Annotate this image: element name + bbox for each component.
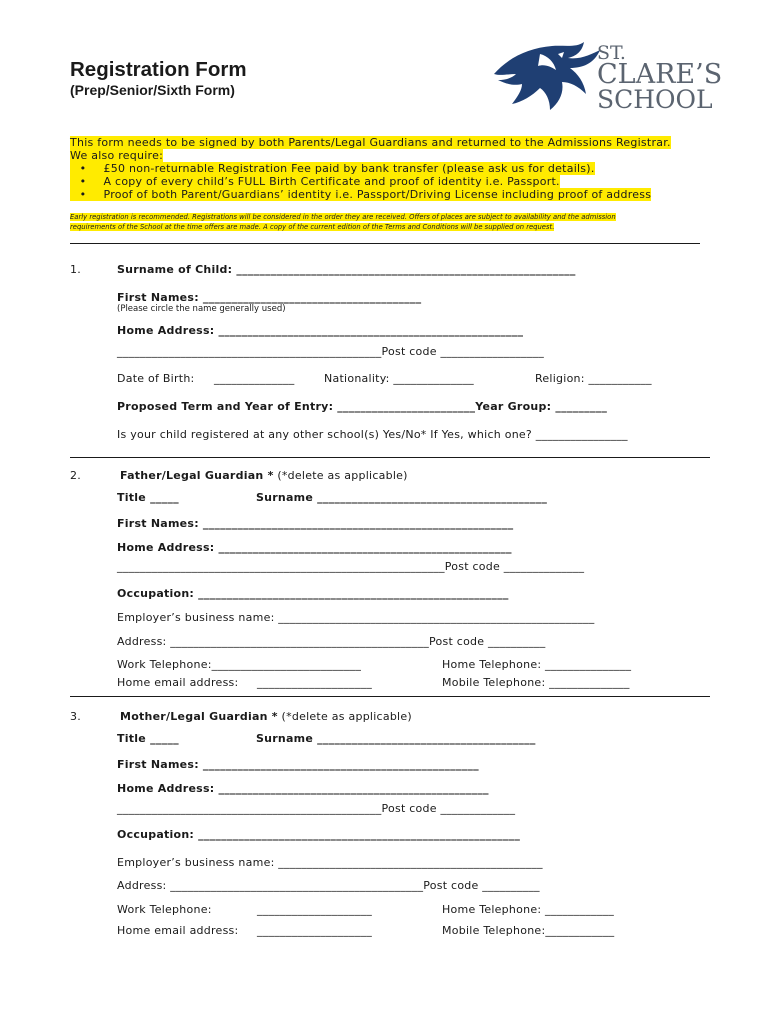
- father-employer-field[interactable]: Employer’s business name: _______________________________________________________: [117, 611, 595, 624]
- father-address-postcode-field[interactable]: _________________________________________________________Post code ______________: [117, 560, 585, 573]
- date-of-birth-label: Date of Birth:: [117, 372, 195, 385]
- mother-address-postcode-field[interactable]: ______________________________________________Post code _____________: [117, 802, 516, 815]
- mother-occupation-field[interactable]: Occupation: ________________________________________________________: [117, 828, 521, 841]
- religion-field[interactable]: Religion: ___________: [535, 372, 652, 385]
- father-work-address-field[interactable]: Address: _____________________________________________Post code __________: [117, 635, 546, 648]
- dragon-crest-icon: [488, 40, 604, 112]
- father-work-telephone-field[interactable]: Work Telephone:__________________________: [117, 658, 362, 671]
- first-names-note: (Please circle the name generally used): [117, 304, 286, 314]
- child-first-names-field[interactable]: First Names: ______________________________________: [117, 291, 422, 304]
- mother-home-address-field[interactable]: Home Address: _______________________________________________: [117, 782, 489, 795]
- divider: [70, 696, 710, 697]
- child-home-address-field[interactable]: Home Address: _____________________________________________________: [117, 324, 524, 337]
- mother-email-field[interactable]: ____________________: [257, 924, 372, 937]
- logo-line-st: ST.: [597, 42, 626, 64]
- notice-line-1: This form needs to be signed by both Parents/Legal Guardians and returned to the Admissions Registrar.: [70, 136, 671, 149]
- father-surname-field[interactable]: Surname ________________________________________: [256, 491, 548, 504]
- date-of-birth-field[interactable]: ______________: [214, 372, 295, 385]
- father-email-label: Home email address:: [117, 676, 239, 689]
- school-logo: [488, 36, 728, 116]
- logo-line-clares: CLARE’S: [597, 59, 723, 90]
- section-number: 3.: [70, 710, 81, 723]
- section-number: 1.: [70, 263, 81, 276]
- mother-surname-field[interactable]: Surname ______________________________________: [256, 732, 536, 745]
- mother-home-telephone-field[interactable]: Home Telephone: ____________: [442, 903, 615, 916]
- mother-work-address-field[interactable]: Address: ____________________________________________Post code __________: [117, 879, 540, 892]
- child-surname-field[interactable]: Surname of Child: ___________________________________________________________: [117, 263, 576, 276]
- terms-note-line-2: requirements of the School at the time offers are made. A copy of the current edition of the Terms and Conditions will be supplied on request.: [70, 223, 555, 231]
- child-address-postcode-field[interactable]: ______________________________________________Post code __________________: [117, 345, 545, 358]
- page-title: Registration Form: [70, 58, 247, 81]
- mother-email-label: Home email address:: [117, 924, 239, 937]
- divider: [70, 457, 710, 458]
- divider: [70, 243, 700, 244]
- notice-bullet-item: • Proof of both Parent/Guardians’ identity i.e. Passport/Driving License including proof of address: [70, 188, 651, 201]
- other-school-field[interactable]: Is your child registered at any other school(s) Yes/No* If Yes, which one? ________________: [117, 428, 628, 441]
- father-heading: Father/Legal Guardian * (*delete as applicable): [120, 469, 408, 482]
- father-occupation-field[interactable]: Occupation: ______________________________________________________: [117, 587, 509, 600]
- section-number: 2.: [70, 469, 81, 482]
- page-subtitle: (Prep/Senior/Sixth Form): [70, 82, 235, 98]
- mother-first-names-field[interactable]: First Names: ________________________________________________: [117, 758, 479, 771]
- father-first-names-field[interactable]: First Names: ______________________________________________________: [117, 517, 514, 530]
- mother-heading: Mother/Legal Guardian * (*delete as applicable): [120, 710, 412, 723]
- mother-work-telephone-label: Work Telephone:: [117, 903, 212, 916]
- father-mobile-field[interactable]: Mobile Telephone: ______________: [442, 676, 630, 689]
- father-home-address-field[interactable]: Home Address: ___________________________________________________: [117, 541, 512, 554]
- mother-mobile-field[interactable]: Mobile Telephone:____________: [442, 924, 615, 937]
- father-email-field[interactable]: ____________________: [257, 676, 372, 689]
- nationality-field[interactable]: Nationality: ______________: [324, 372, 474, 385]
- notice-bullet-item: • A copy of every child’s FULL Birth Certificate and proof of identity i.e. Passport.: [70, 175, 560, 188]
- father-title-field[interactable]: Title _____: [117, 491, 179, 504]
- mother-title-field[interactable]: Title _____: [117, 732, 179, 745]
- mother-work-telephone-field[interactable]: ____________________: [257, 903, 372, 916]
- term-year-entry-field[interactable]: Proposed Term and Year of Entry: ________________________Year Group: _________: [117, 400, 608, 413]
- father-home-telephone-field[interactable]: Home Telephone: _______________: [442, 658, 632, 671]
- notice-bullet-item: • £50 non-returnable Registration Fee paid by bank transfer (please ask us for details).: [70, 162, 595, 175]
- notice-line-2: We also require:: [70, 149, 164, 162]
- logo-line-school: SCHOOL: [597, 85, 713, 114]
- terms-note-line-1: Early registration is recommended. Registrations will be considered in the order they are received. Offers of places are subject to availability and the admission: [70, 213, 616, 221]
- mother-employer-field[interactable]: Employer’s business name: ______________________________________________: [117, 856, 543, 869]
